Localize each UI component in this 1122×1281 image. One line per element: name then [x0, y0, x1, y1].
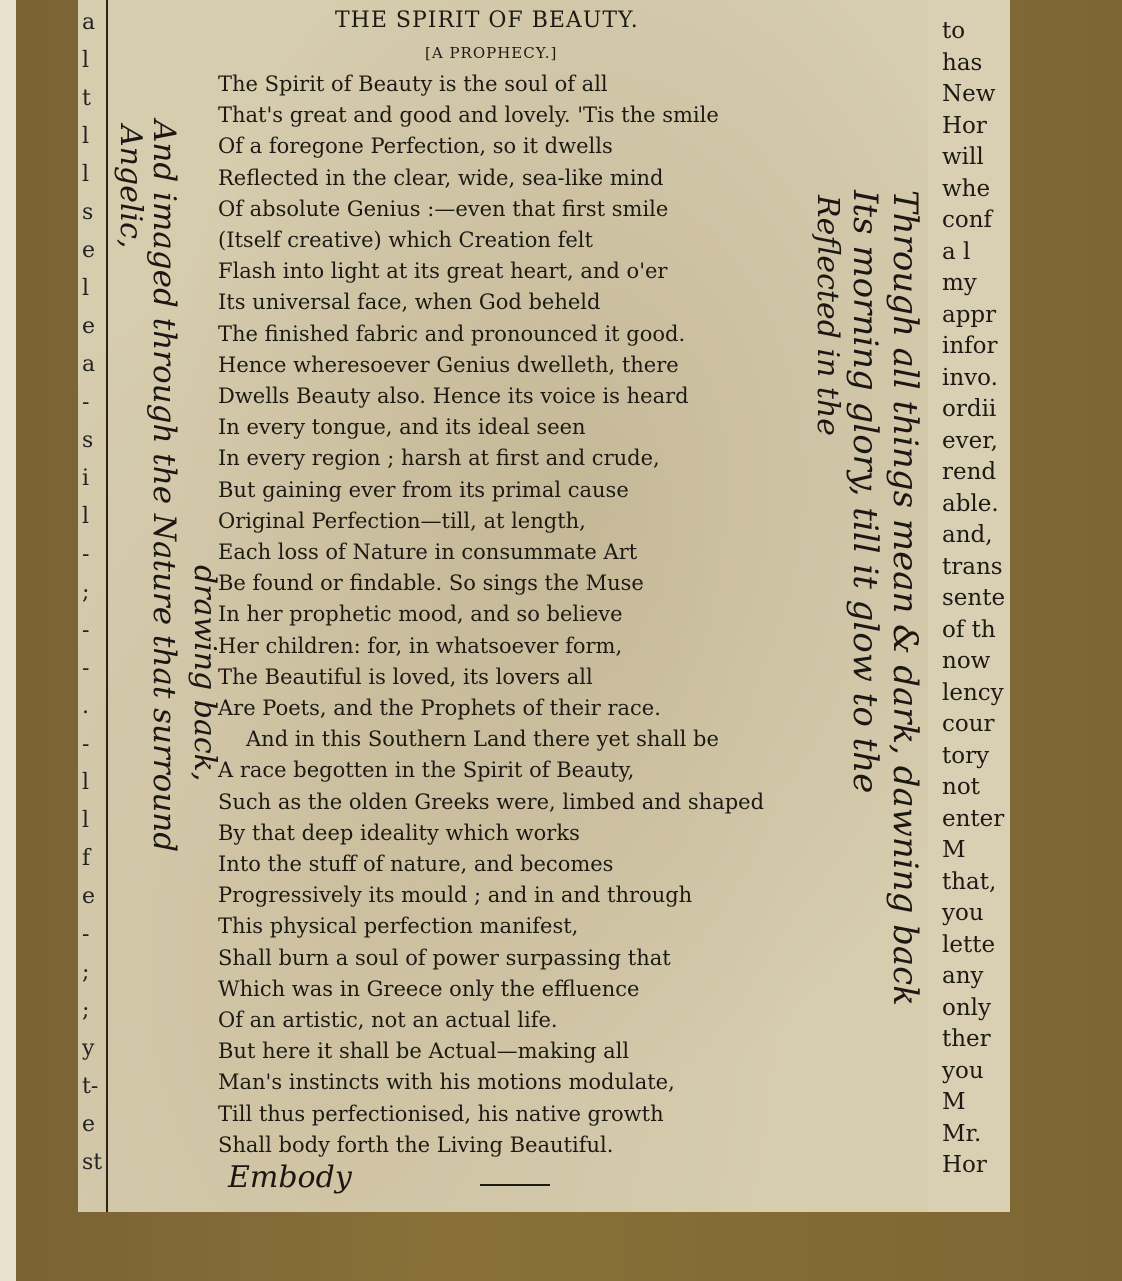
- neighbor-column-glyph: l: [82, 124, 90, 149]
- neighbor-column-word: you: [942, 1057, 984, 1084]
- neighbor-column-glyph: -: [82, 618, 90, 643]
- neighbor-column-word: rend: [942, 459, 997, 485]
- neighbor-column-word: whe: [942, 175, 991, 202]
- neighbor-column-glyph: e: [82, 238, 96, 263]
- neighbor-column-glyph: a: [82, 352, 96, 377]
- neighbor-column-word: appr: [942, 301, 997, 328]
- poem-line: Be found or findable. So sings the Muse: [218, 571, 644, 596]
- neighbor-column-glyph: ;: [82, 998, 90, 1023]
- neighbor-column-word: will: [942, 144, 984, 170]
- neighbor-column-glyph: -: [82, 922, 90, 947]
- neighbor-column-word: to: [942, 18, 966, 44]
- handwritten-annotation-right-2: Its morning glory, till it glow to the: [845, 190, 885, 794]
- neighbor-column-word: has: [942, 49, 983, 76]
- poem-line: (Itself creative) which Creation felt: [218, 228, 593, 252]
- poem-line: But here it shall be Actual—making all: [218, 1039, 630, 1064]
- neighbor-column-word: conf: [942, 207, 993, 233]
- poem-line: The finished fabric and pronounced it good.: [218, 321, 686, 346]
- neighbor-column-glyph: -: [82, 390, 90, 415]
- neighbor-column-word: Hor: [942, 112, 987, 139]
- poem-line: Original Perfection—till, at length,: [218, 508, 586, 533]
- poem-line: Into the stuff of nature, and becomes: [218, 852, 614, 876]
- neighbor-column-word: M: [942, 837, 966, 863]
- neighbor-column-word: not: [942, 774, 980, 800]
- neighbor-column-word: trans: [942, 553, 1003, 580]
- column-rule-left: [106, 0, 108, 1212]
- neighbor-column-glyph: t-: [82, 1074, 99, 1099]
- neighbor-column-glyph: -: [82, 732, 90, 757]
- handwritten-annotation-left-1: And imaged through the Nature that surround: [146, 120, 182, 853]
- poem-line: Are Poets, and the Prophets of their race.: [218, 696, 661, 720]
- neighbor-column-glyph: l: [82, 770, 90, 795]
- poem-line: In every tongue, and its ideal seen: [218, 415, 586, 440]
- page-edge: [0, 0, 16, 1281]
- neighbor-column-glyph: .: [82, 694, 89, 719]
- poem-line: Such as the olden Greeks were, limbed and shaped: [218, 789, 765, 814]
- poem-line: Her children: for, in whatsoever form,: [218, 633, 623, 658]
- neighbor-column-glyph: y: [82, 1036, 95, 1061]
- neighbor-column-word: ther: [942, 1026, 991, 1052]
- neighbor-column-word: Mr.: [942, 1120, 982, 1147]
- neighbor-column-word: only: [942, 994, 992, 1021]
- poem-line: A race begotten in the Spirit of Beauty,: [218, 758, 635, 783]
- neighbor-column-glyph: l: [82, 808, 90, 833]
- poem-line: Progressively its mould ; and in and through: [218, 883, 693, 908]
- poem-line: This physical perfection manifest,: [218, 914, 579, 939]
- neighbor-column-word: now: [942, 648, 991, 674]
- neighbor-column-word: able.: [942, 490, 999, 517]
- neighbor-column-word: Hor: [942, 1152, 987, 1178]
- neighbor-column-word: a l: [942, 238, 971, 265]
- neighbor-column-word: that,: [942, 868, 997, 895]
- neighbor-column-glyph: l: [82, 276, 90, 301]
- end-rule: [480, 1184, 550, 1186]
- neighbor-column-glyph: l: [82, 162, 90, 187]
- neighbor-column-glyph: t: [82, 86, 91, 111]
- neighbor-column-word: my: [942, 270, 977, 296]
- poem-line: Man's instincts with his motions modulate,: [218, 1070, 675, 1095]
- neighbor-column-word: M: [942, 1089, 966, 1115]
- neighbor-column-glyph: -: [82, 542, 90, 567]
- neighbor-column-word: cour: [942, 711, 995, 737]
- poem-line: Its universal face, when God beheld: [218, 290, 601, 315]
- neighbor-column-word: tory: [942, 742, 990, 769]
- left-neighbor-column: [78, 0, 106, 1212]
- neighbor-column-word: of th: [942, 616, 996, 643]
- neighbor-column-glyph: s: [82, 428, 94, 453]
- neighbor-column-word: lency: [942, 679, 1004, 706]
- poem-line: Hence wheresoever Genius dwelleth, there: [218, 352, 679, 377]
- neighbor-column-word: any: [942, 963, 984, 989]
- poem-line: Till thus perfectionised, his native growth: [218, 1101, 664, 1126]
- neighbor-column-word: and,: [942, 522, 993, 548]
- neighbor-column-glyph: i: [82, 466, 90, 491]
- neighbor-column-glyph: a: [82, 10, 96, 35]
- poem-line: Shall burn a soul of power surpassing that: [218, 945, 671, 970]
- neighbor-column-glyph: e: [82, 884, 96, 909]
- neighbor-column-word: infor: [942, 333, 998, 359]
- handwritten-annotation-bottom: Embody: [228, 1160, 352, 1195]
- neighbor-column-word: ordii: [942, 396, 997, 422]
- neighbor-column-word: invo.: [942, 364, 998, 391]
- poem-line: Shall body forth the Living Beautiful.: [218, 1132, 614, 1157]
- poem-line: Which was in Greece only the effluence: [218, 976, 640, 1001]
- poem-line: By that deep ideality which works: [218, 820, 580, 845]
- neighbor-column-glyph: ;: [82, 960, 90, 985]
- poem-line: The Spirit of Beauty is the soul of all: [218, 72, 608, 96]
- neighbor-column-word: lette: [942, 931, 996, 958]
- poem-line: In every region ; harsh at first and crude,: [218, 446, 660, 471]
- neighbor-column-glyph: e: [82, 314, 96, 339]
- neighbor-column-word: ever,: [942, 427, 998, 454]
- poem-line: Of an artistic, not an actual life.: [218, 1008, 558, 1032]
- poem-line: Reflected in the clear, wide, sea-like mind: [218, 165, 664, 190]
- handwritten-annotation-left-2: Angelic,: [113, 125, 148, 249]
- poem-subtitle: [A PROPHECY.]: [425, 44, 558, 62]
- handwritten-annotation-right-1: Through all things mean & dark, dawning back: [885, 190, 925, 1006]
- poem-line: Dwells Beauty also. Hence its voice is heard: [218, 384, 689, 408]
- neighbor-column-word: New: [942, 81, 996, 107]
- neighbor-column-glyph: -: [82, 656, 90, 681]
- poem-line: Of a foregone Perfection, so it dwells: [218, 134, 613, 159]
- poem-line: Each loss of Nature in consummate Art: [218, 540, 638, 564]
- handwritten-annotation-right-3: Reflected in the: [810, 195, 845, 437]
- poem-line: That's great and good and lovely. 'Tis the smile: [218, 103, 719, 128]
- neighbor-column-glyph: ;: [82, 580, 90, 605]
- right-neighbor-column: [928, 0, 1010, 1212]
- poem-line: Of absolute Genius :—even that first smile: [218, 196, 669, 221]
- neighbor-column-word: sente: [942, 585, 1006, 611]
- neighbor-column-glyph: l: [82, 48, 90, 73]
- poem-line: Flash into light at its great heart, and o'er: [218, 259, 668, 284]
- poem-line: But gaining ever from its primal cause: [218, 477, 629, 502]
- neighbor-column-glyph: f: [82, 846, 91, 871]
- neighbor-column-glyph: st: [82, 1150, 103, 1175]
- handwritten-annotation-left-3: drawing back,: [187, 565, 222, 782]
- neighbor-column-word: you: [942, 900, 984, 926]
- neighbor-column-glyph: s: [82, 200, 94, 225]
- neighbor-column-word: enter: [942, 805, 1005, 832]
- neighbor-column-glyph: l: [82, 504, 90, 529]
- neighbor-column-glyph: e: [82, 1112, 96, 1137]
- poem-line: In her prophetic mood, and so believe: [218, 602, 623, 627]
- poem-line: The Beautiful is loved, its lovers all: [218, 664, 593, 689]
- poem-line: And in this Southern Land there yet shall be: [246, 727, 719, 752]
- poem-title: THE SPIRIT OF BEAUTY.: [335, 8, 639, 33]
